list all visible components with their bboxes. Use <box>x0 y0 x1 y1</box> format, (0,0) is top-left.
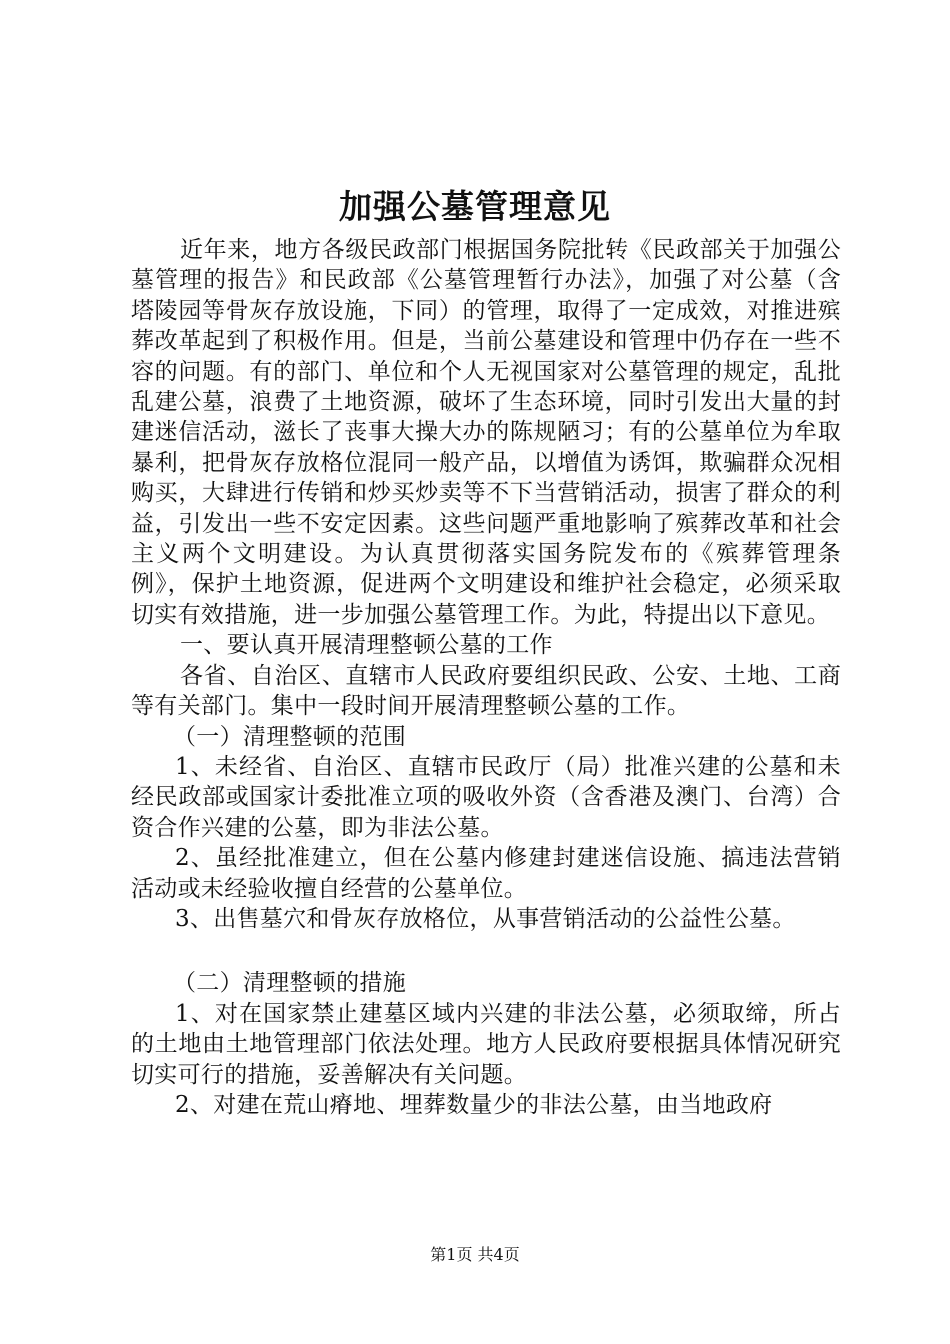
paragraph-intro: 近年来，地方各级民政部门根据国务院批转《民政部关于加强公墓管理的报告》和民政部《公墓管理暂行办法》，加强了对公墓（含塔陵园等骨灰存放设施，下同）的管理，取得了一定成效，对推进殡葬改革起到了积极作用。但是，当前公墓建设和管理中仍存在一些不容的问题。有的部门、单位和个人无视国家对公墓管理的规定，乱批乱建公墓，浪费了土地资源，破坏了生态环境，同时引发出大量的封建迷信活动，滋长了丧事大操大办的陈规陋习；有的公墓单位为牟取暴利，把骨灰存放格位混同一般产品，以增值为诱饵，欺骗群众况相购买，大肆进行传销和炒买炒卖等不下当营销活动，损害了群众的利益，引发出一些不安定因素。这些问题严重地影响了殡葬改革和社会主义两个文明建设。为认真贯彻落实国务院发布的《殡葬管理条例》，保护土地资源，促进两个文明建设和维护社会稳定，必须采取切实有效措施，进一步加强公墓管理工作。为此，特提出以下意见。 <box>131 237 841 628</box>
document-body <box>131 235 841 1120</box>
list-item-scope-1: 1、未经省、自治区、直辖市民政厅（局）批准兴建的公墓和未经民政部或国家计委批准立项的吸收外资（含香港及澳门、台湾）合资合作兴建的公墓，即为非法公墓。 <box>131 753 841 841</box>
section-heading-1: 一、要认真开展清理整顿公墓的工作 <box>180 632 553 659</box>
document-title: 加强公墓管理意见 <box>339 187 611 226</box>
list-item-measures-1: 1、对在国家禁止建墓区域内兴建的非法公墓，必须取缔，所占的土地由土地管理部门依法处理。地方人民政府要根据具体情况研究切实可行的措施，妥善解决有关问题。 <box>131 1000 841 1088</box>
list-item-scope-3: 3、出售墓穴和骨灰存放格位，从事营销活动的公益性公墓。 <box>175 905 796 932</box>
page-number-footer: 第1页 共4页 <box>430 1245 520 1264</box>
subsection-heading-scope: （一）清理整顿的范围 <box>173 723 406 750</box>
paragraph-section-1: 各省、自治区、直辖市人民政府要组织民政、公安、土地、工商等有关部门。集中一段时间开展清理整顿公墓的工作。 <box>131 662 841 720</box>
list-item-scope-2: 2、虽经批准建立，但在公墓内修建封建迷信设施、搞违法营销活动或未经验收擅自经营的公墓单位。 <box>131 845 841 902</box>
subsection-heading-measures: （二）清理整顿的措施 <box>173 970 406 997</box>
paragraph-spacer <box>131 934 841 968</box>
list-item-measures-2: 2、对建在荒山瘠地、埋葬数量少的非法公墓，由当地政府 <box>175 1091 773 1118</box>
